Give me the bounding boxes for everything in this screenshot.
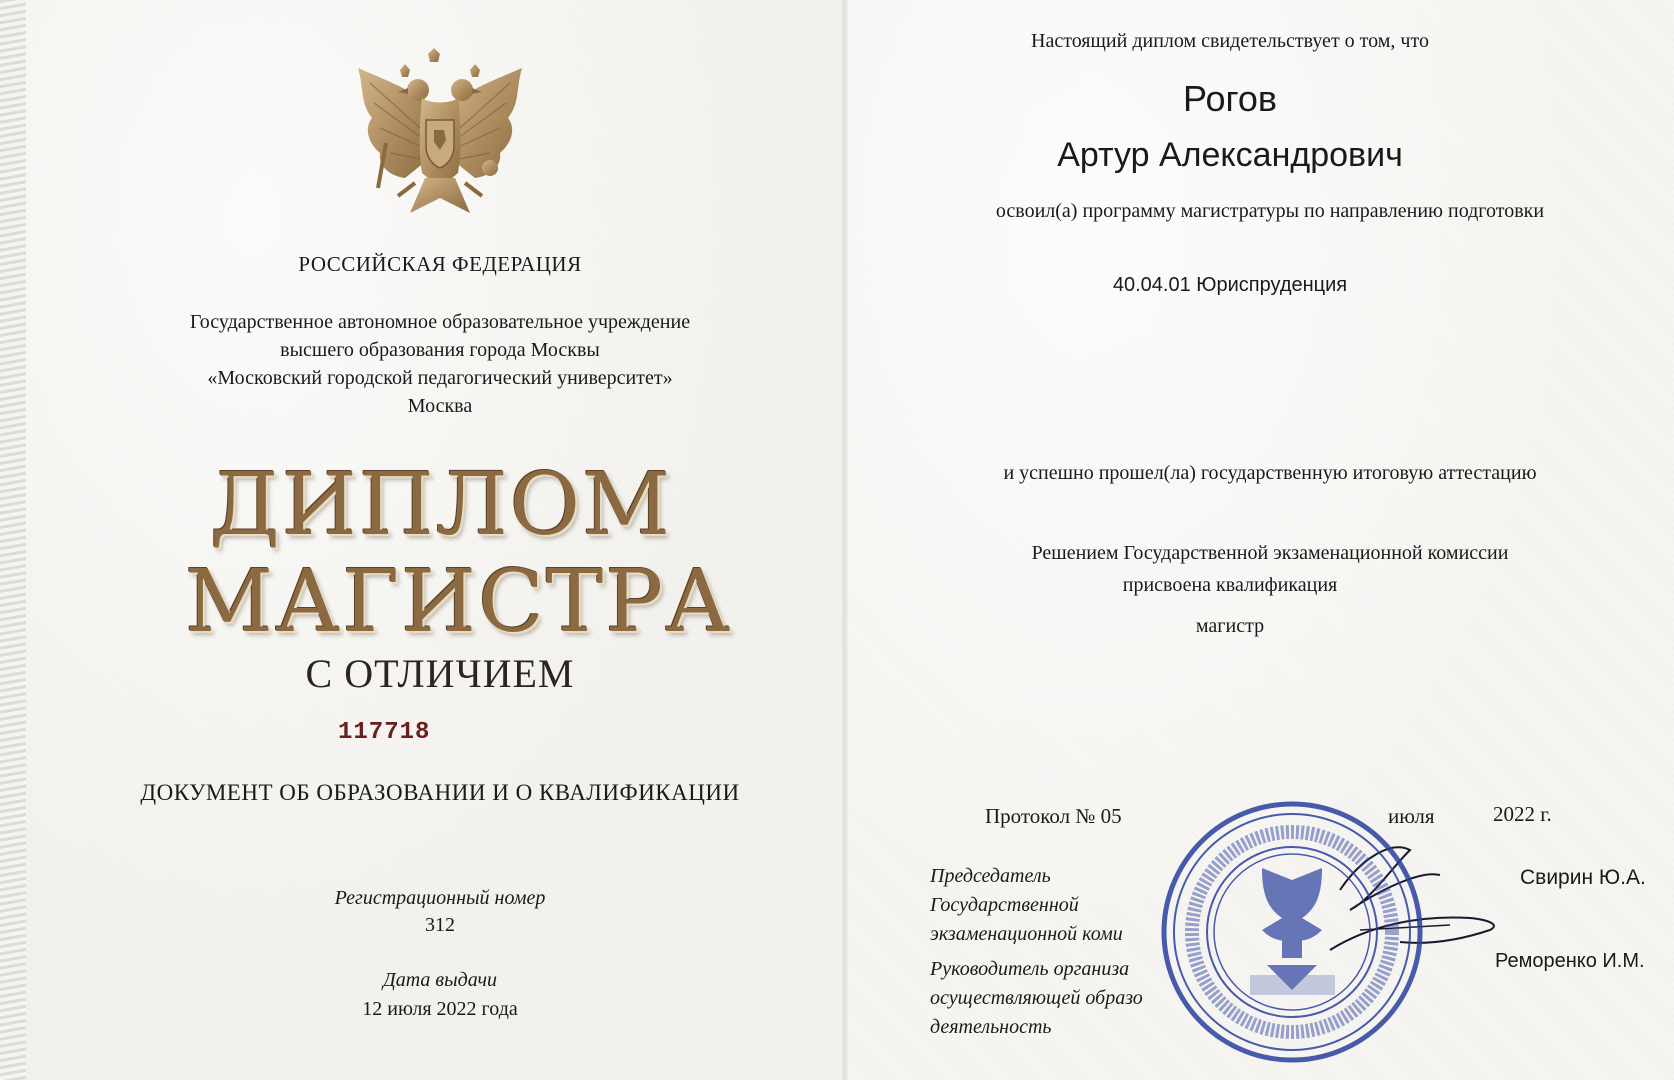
head-label: Руководитель организа осуществляющей образо деятельность [930, 958, 1143, 1038]
protocol-year: 2022 г. [1493, 802, 1552, 826]
diploma-title-line2: МАГИСТРА [185, 552, 733, 652]
specialty: 40.04.01 Юриспруденция [1112, 274, 1348, 296]
institution-name [100, 308, 780, 420]
institution-line: высшего образования города Москвы [280, 339, 600, 361]
double-headed-eagle-emblem-icon [350, 48, 530, 226]
registration-number: 312 [425, 914, 455, 936]
chair-label: Председатель Государственной экзаменационной коми [930, 865, 1123, 945]
qualification: магистр [1195, 615, 1265, 637]
page-fold [842, 0, 848, 1080]
protocol-month: июля [1388, 804, 1435, 828]
attestation-text: и успешно прошел(ла) государственную итоговую аттестацию [1003, 462, 1537, 484]
chair-name: Свирин Ю.А. [1520, 866, 1646, 889]
issue-date-label: Дата выдачи [382, 969, 498, 991]
diploma-title-line1: ДИПЛОМ [210, 455, 673, 555]
institution-line: «Московский городской педагогический университет» [207, 367, 673, 389]
graduate-given-names: Артур Александрович [1057, 136, 1403, 174]
honors-label: С ОТЛИЧИЕМ [305, 651, 575, 696]
document-type: ДОКУМЕНТ ОБ ОБРАЗОВАНИИ И О КВАЛИФИКАЦИИ [140, 780, 740, 805]
official-round-seal-icon [1155, 795, 1430, 1070]
serial-number: 117718 [338, 719, 431, 746]
program-text: освоил(а) программу магистратуры по направлению подготовки [995, 200, 1545, 222]
head-name: Реморенко И.М. [1495, 950, 1645, 972]
protocol-number: Протокол № 05 [985, 804, 1122, 828]
decision-text: Решением Государственной экзаменационной комиссии [1031, 542, 1509, 564]
intro-text: Настоящий диплом свидетельствует о том, что [1031, 30, 1429, 52]
institution-city: Москва [407, 395, 473, 417]
assigned-text: присвоена квалификация [1122, 574, 1338, 596]
graduate-surname: Рогов [1183, 78, 1277, 119]
issue-date: 12 июля 2022 года [362, 998, 518, 1020]
microtext-edge-strip [0, 0, 26, 1080]
country-name: РОССИЙСКАЯ ФЕДЕРАЦИЯ [298, 252, 582, 276]
institution-line: Государственное автономное образовательное учреждение [189, 311, 691, 333]
registration-label: Регистрационный номер [334, 887, 546, 909]
